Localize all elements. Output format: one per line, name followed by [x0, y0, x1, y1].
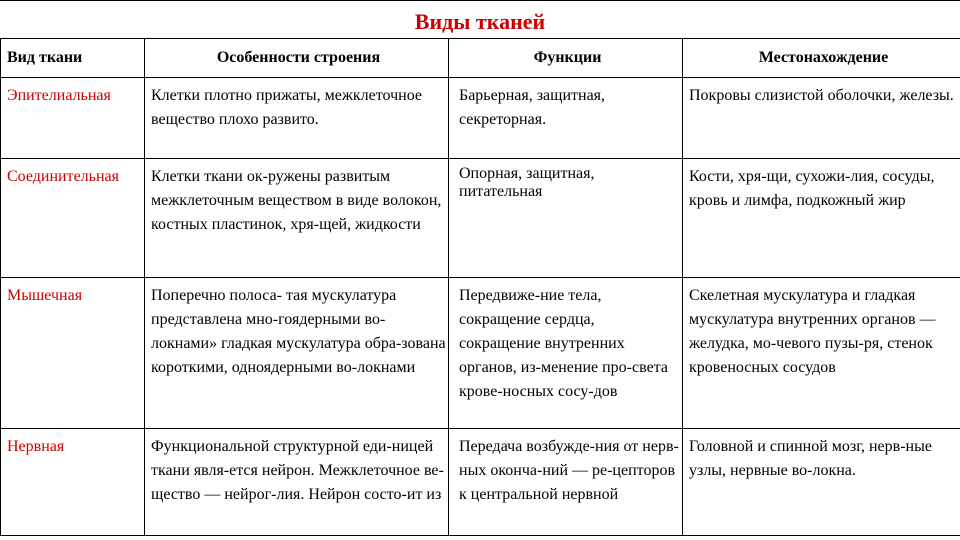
- header-functions: Функции: [449, 39, 683, 78]
- table-header-row: [1, 39, 960, 78]
- table-row: [1, 78, 960, 159]
- tissue-structure: Поперечно полоса- тая мускулатура представлена мно-гоядерными во-локнами» гладкая мускулатура обра-зована короткими, одноядерными во-локнами: [145, 278, 449, 429]
- page-title: Виды тканей: [0, 0, 960, 39]
- table-row: [1, 278, 960, 429]
- tissue-location: Головной и спинной мозг, нерв-ные узлы, нервные во-локна.: [683, 429, 960, 536]
- table-row: [1, 429, 960, 536]
- tissue-name: Эпителиальная: [1, 78, 145, 159]
- table-row: [1, 159, 960, 278]
- header-location: Местонахождение: [683, 39, 960, 78]
- tissue-location: Кости, хря-щи, сухожи-лия, сосуды, кровь и лимфа, подкожный жир: [683, 159, 960, 278]
- header-structure: Особенности строения: [145, 39, 449, 78]
- tissue-name: Мышечная: [1, 278, 145, 429]
- tissue-location: Покровы слизистой оболочки, железы.: [683, 78, 960, 159]
- tissue-functions: Опорная, защитная, питательная: [449, 159, 683, 278]
- tissue-structure: Клетки ткани ок-ружены развитым межклеточным веществом в виде волокон, костных пластинок, хря-щей, жидкости: [145, 159, 449, 278]
- tissue-functions: Передвиже-ние тела, сокращение сердца, сокращение внутренних органов, из-менение про-света крове-носных сосу-дов: [449, 278, 683, 429]
- tissue-structure: Функциональной структурной еди-ницей ткани явля-ется нейрон. Межклеточное ве-щество — нейрог-лия. Нейрон состо-ит из: [145, 429, 449, 536]
- tissue-location: Скелетная мускулатура и гладкая мускулатура внутренних органов — желудка, мо-чевого пузы-ря, стенок кровеносных сосудов: [683, 278, 960, 429]
- tissue-table: [0, 38, 960, 536]
- tissue-functions: Барьерная, защитная, секреторная.: [449, 78, 683, 159]
- tissue-name: Соединительная: [1, 159, 145, 278]
- header-type: Вид ткани: [1, 39, 145, 78]
- tissue-functions: Передача возбужде-ния от нерв-ных оконча-ний — ре-цепторов к центральной нервной: [449, 429, 683, 536]
- tissue-name: Нервная: [1, 429, 145, 536]
- tissue-structure: Клетки плотно прижаты, межклеточное вещество плохо развито.: [145, 78, 449, 159]
